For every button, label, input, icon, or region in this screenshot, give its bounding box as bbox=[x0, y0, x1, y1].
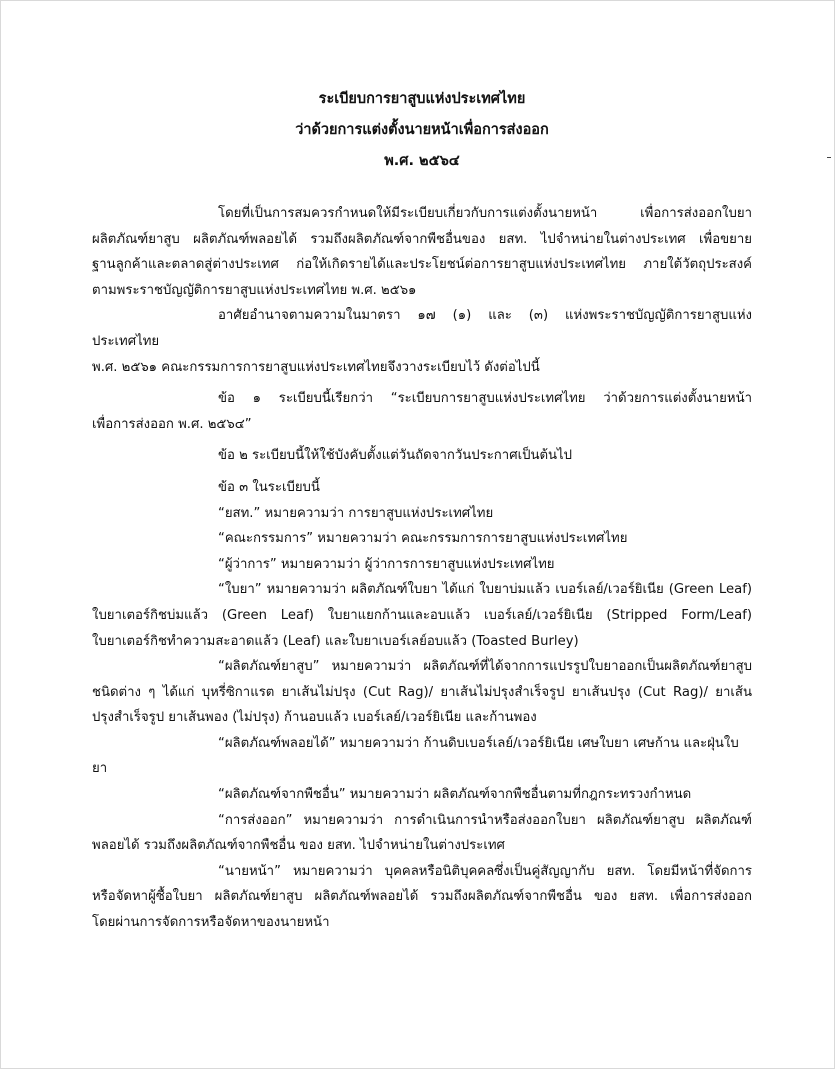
text-line: ข้อ ๑ ระเบียบนี้เรียกว่า “ระเบียบการยาสูบแห่งประเทศไทย ว่าด้วยการแต่งตั้งนายหน้า bbox=[218, 391, 752, 407]
definition-leaf bbox=[92, 577, 752, 654]
definition-governor: “ผู้ว่าการ” หมายความว่า ผู้ว่าการการยาสูบแห่งประเทศไทย bbox=[218, 556, 555, 572]
definition-committee: “คณะกรรมการ” หมายความว่า คณะกรรมการการยาสูบแห่งประเทศไทย bbox=[218, 531, 628, 547]
text-line: ใบยาเตอร์กิชทำความสะอาดแล้ว (Leaf) และใบยาเบอร์เลย์อบแล้ว (Toasted Burley) bbox=[92, 633, 579, 649]
preamble-paragraph bbox=[92, 201, 752, 303]
definition-tobacco-products bbox=[92, 654, 752, 731]
definition-byproducts: “ผลิตภัณฑ์พลอยได้” หมายความว่า ก้านดิบเบอร์เลย์/เวอร์ยิเนีย เศษใบยา เศษก้าน และฝุ่นใบยา bbox=[92, 735, 739, 777]
text-line: พ.ศ. ๒๕๖๑ คณะกรรมการการยาสูบแห่งประเทศไทยจึงวางระเบียบไว้ ดังต่อไปนี้ bbox=[92, 359, 540, 375]
document-page bbox=[92, 84, 752, 936]
text-line: พลอยได้ รวมถึงผลิตภัณฑ์จากพืชอื่น ของ ยสท. ไปจำหน่ายในต่างประเทศ bbox=[92, 838, 505, 854]
text-line: ตามพระราชบัญญัติการยาสูบแห่งประเทศไทย พ.ศ. ๒๕๖๑ bbox=[92, 282, 417, 298]
definition-other-plants: “ผลิตภัณฑ์จากพืชอื่น” หมายความว่า ผลิตภัณฑ์จากพืชอื่นตามที่กฎกระทรวงกำหนด bbox=[218, 787, 692, 803]
authority-paragraph bbox=[92, 303, 752, 380]
text-line: เพื่อการส่งออก พ.ศ. ๒๕๖๔” bbox=[92, 416, 252, 432]
text-line: หรือจัดหาผู้ซื้อใบยา ผลิตภัณฑ์ยาสูบ ผลิตภัณฑ์พลอยได้ รวมถึงผลิตภัณฑ์จากพืชอื่น ของ ยสท. เพื่อการส่งออก bbox=[92, 889, 752, 905]
title-line-3: พ.ศ. ๒๕๖๔ bbox=[384, 153, 460, 169]
clause-2: ข้อ ๒ ระเบียบนี้ให้ใช้บังคับตั้งแต่วันถัดจากวันประกาศเป็นต้นไป bbox=[218, 448, 573, 464]
text-line: “ใบยา” หมายความว่า ผลิตภัณฑ์ใบยา ได้แก่ ใบยาบ่มแล้ว เบอร์เลย์/เวอร์ยิเนีย (Green Leaf) bbox=[218, 582, 752, 598]
text-line: ปรุงสำเร็จรูป ยาเส้นพอง (ไม่ปรุง) ก้านอบแล้ว เบอร์เลย์/เวอร์ยิเนีย และก้านพอง bbox=[92, 710, 537, 726]
margin-mark bbox=[827, 157, 831, 158]
title-line-1: ระเบียบการยาสูบแห่งประเทศไทย bbox=[318, 91, 526, 107]
clause-1 bbox=[92, 386, 752, 437]
text-line: โดยผ่านการจัดการหรือจัดหาของนายหน้า bbox=[92, 915, 330, 931]
title-line-2: ว่าด้วยการแต่งตั้งนายหน้าเพื่อการส่งออก bbox=[295, 122, 549, 138]
text-line: อาศัยอำนาจตามความในมาตรา ๑๗ (๑) และ (๓) แห่งพระราชบัญญัติการยาสูบแห่งประเทศไทย bbox=[92, 308, 752, 349]
text-line: ใบยาเตอร์กิชบ่มแล้ว (Green Leaf) ใบยาแยกก้านและอบแล้ว เบอร์เลย์/เวอร์ยิเนีย (Stripped Form/Leaf) bbox=[92, 607, 752, 623]
text-line: “การส่งออก” หมายความว่า การดำเนินการนำหรือส่งออกใบยา ผลิตภัณฑ์ยาสูบ ผลิตภัณฑ์ bbox=[218, 812, 752, 828]
text-line: “ผลิตภัณฑ์ยาสูบ” หมายความว่า ผลิตภัณฑ์ที่ได้จากการแปรรูปใบยาออกเป็นผลิตภัณฑ์ยาสูบ bbox=[218, 659, 752, 675]
text-line: ฐานลูกค้าและตลาดสู่ต่างประเทศ ก่อให้เกิดรายได้และประโยชน์ต่อการยาสูบแห่งประเทศไทย ภายใต้วัตถุประสงค์ bbox=[92, 257, 752, 273]
clause-3: ข้อ ๓ ในระเบียบนี้ bbox=[218, 479, 320, 495]
text-line: ชนิดต่าง ๆ ได้แก่ บุหรี่ซิกาแรต ยาเส้นไม่ปรุง (Cut Rag)/ ยาเส้นไม่ปรุงสำเร็จรูป ยาเส้นปรุง (Cut Rag)/ ยาเส้น bbox=[92, 684, 752, 700]
text-line: ผลิตภัณฑ์ยาสูบ ผลิตภัณฑ์พลอยได้ รวมถึงผลิตภัณฑ์จากพืชอื่นของ ยสท. ไปจำหน่ายในต่างประเทศ เพื่อขยาย bbox=[92, 231, 752, 247]
document-title bbox=[92, 84, 752, 177]
definition-broker bbox=[92, 859, 752, 936]
text-line: “นายหน้า” หมายความว่า บุคคลหรือนิติบุคคลซึ่งเป็นคู่สัญญากับ ยสท. โดยมีหน้าที่จัดการ bbox=[218, 863, 752, 879]
definition-export bbox=[92, 808, 752, 859]
definition-tta: “ยสท.” หมายความว่า การยาสูบแห่งประเทศไทย bbox=[218, 505, 494, 521]
text-line: โดยที่เป็นการสมควรกำหนดให้มีระเบียบเกี่ยวกับการแต่งตั้งนายหน้า เพื่อการส่งออกใบยา bbox=[218, 206, 752, 221]
